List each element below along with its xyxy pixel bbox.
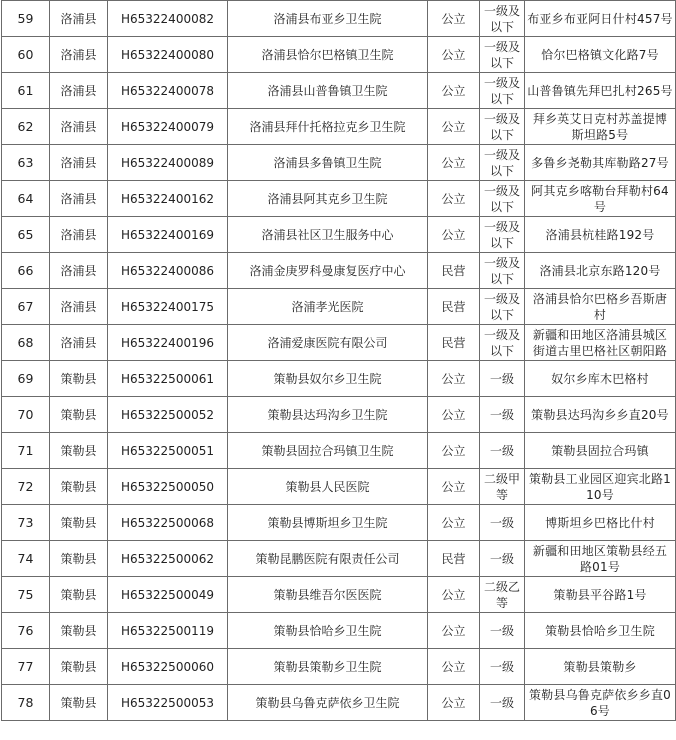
- institution-code-cell: H65322500119: [108, 613, 228, 649]
- institution-code-cell: H65322500052: [108, 397, 228, 433]
- address-cell: 策勒县固拉合玛镇: [525, 433, 676, 469]
- address-cell: 博斯坦乡巴格比什村: [525, 505, 676, 541]
- hospital-level-cell: 一级及以下: [480, 289, 525, 325]
- institution-name-cell: 洛浦爱康医院有限公司: [228, 325, 428, 361]
- row-number-cell: 74: [2, 541, 50, 577]
- row-number-cell: 75: [2, 577, 50, 613]
- table-row: [2, 541, 676, 577]
- table-row: [2, 613, 676, 649]
- address-cell: 恰尔巴格镇文化路7号: [525, 37, 676, 73]
- ownership-type-cell: 公立: [428, 613, 480, 649]
- hospital-level-cell: 一级及以下: [480, 73, 525, 109]
- institution-name-cell: 洛浦县多鲁镇卫生院: [228, 145, 428, 181]
- county-cell: 策勒县: [50, 685, 108, 721]
- county-cell: 洛浦县: [50, 325, 108, 361]
- ownership-type-cell: 公立: [428, 361, 480, 397]
- row-number-cell: 68: [2, 325, 50, 361]
- table-row: [2, 217, 676, 253]
- table-body: [2, 1, 676, 721]
- institution-name-cell: 策勒县达玛沟乡卫生院: [228, 397, 428, 433]
- address-cell: 策勒县策勒乡: [525, 649, 676, 685]
- row-number-cell: 73: [2, 505, 50, 541]
- row-number-cell: 66: [2, 253, 50, 289]
- table-row: [2, 145, 676, 181]
- hospital-level-cell: 一级: [480, 541, 525, 577]
- institution-code-cell: H65322500053: [108, 685, 228, 721]
- ownership-type-cell: 民营: [428, 289, 480, 325]
- ownership-type-cell: 民营: [428, 541, 480, 577]
- county-cell: 策勒县: [50, 577, 108, 613]
- table-row: [2, 181, 676, 217]
- table-row: [2, 397, 676, 433]
- table-row: [2, 109, 676, 145]
- county-cell: 策勒县: [50, 433, 108, 469]
- county-cell: 策勒县: [50, 469, 108, 505]
- ownership-type-cell: 公立: [428, 217, 480, 253]
- address-cell: 策勒县达玛沟乡乡直20号: [525, 397, 676, 433]
- hospital-level-cell: 一级及以下: [480, 1, 525, 37]
- hospital-level-cell: 二级甲等: [480, 469, 525, 505]
- county-cell: 策勒县: [50, 361, 108, 397]
- hospital-level-cell: 一级及以下: [480, 253, 525, 289]
- address-cell: 新疆和田地区洛浦县城区街道古里巴格社区朝阳路: [525, 325, 676, 361]
- address-cell: 策勒县恰哈乡卫生院: [525, 613, 676, 649]
- table-row: [2, 433, 676, 469]
- address-cell: 策勒县平谷路1号: [525, 577, 676, 613]
- hospital-level-cell: 一级: [480, 685, 525, 721]
- county-cell: 策勒县: [50, 613, 108, 649]
- ownership-type-cell: 公立: [428, 505, 480, 541]
- institution-code-cell: H65322500049: [108, 577, 228, 613]
- table-row: [2, 289, 676, 325]
- row-number-cell: 78: [2, 685, 50, 721]
- hospital-level-cell: 一级及以下: [480, 109, 525, 145]
- institution-code-cell: H65322500068: [108, 505, 228, 541]
- county-cell: 洛浦县: [50, 253, 108, 289]
- ownership-type-cell: 公立: [428, 181, 480, 217]
- county-cell: 洛浦县: [50, 181, 108, 217]
- row-number-cell: 59: [2, 1, 50, 37]
- institution-name-cell: 洛浦金庚罗科曼康复医疗中心: [228, 253, 428, 289]
- row-number-cell: 77: [2, 649, 50, 685]
- institution-name-cell: 洛浦县阿其克乡卫生院: [228, 181, 428, 217]
- institution-code-cell: H65322400162: [108, 181, 228, 217]
- institution-code-cell: H65322400086: [108, 253, 228, 289]
- row-number-cell: 70: [2, 397, 50, 433]
- ownership-type-cell: 公立: [428, 649, 480, 685]
- address-cell: 布亚乡布亚阿日什村457号: [525, 1, 676, 37]
- institution-code-cell: H65322400169: [108, 217, 228, 253]
- table-row: [2, 1, 676, 37]
- table-row: [2, 361, 676, 397]
- hospital-level-cell: 一级: [480, 505, 525, 541]
- hospital-level-cell: 二级乙等: [480, 577, 525, 613]
- county-cell: 洛浦县: [50, 289, 108, 325]
- institution-name-cell: 洛浦县社区卫生服务中心: [228, 217, 428, 253]
- table-row: [2, 325, 676, 361]
- institution-code-cell: H65322400196: [108, 325, 228, 361]
- institution-name-cell: 策勒县维吾尔医医院: [228, 577, 428, 613]
- institution-code-cell: H65322400082: [108, 1, 228, 37]
- ownership-type-cell: 公立: [428, 37, 480, 73]
- address-cell: 洛浦县北京东路120号: [525, 253, 676, 289]
- institution-code-cell: H65322400079: [108, 109, 228, 145]
- hospital-level-cell: 一级及以下: [480, 37, 525, 73]
- hospital-level-cell: 一级: [480, 397, 525, 433]
- institution-code-cell: H65322500051: [108, 433, 228, 469]
- hospital-level-cell: 一级: [480, 613, 525, 649]
- county-cell: 策勒县: [50, 649, 108, 685]
- county-cell: 洛浦县: [50, 73, 108, 109]
- hospital-level-cell: 一级: [480, 433, 525, 469]
- table-row: [2, 37, 676, 73]
- address-cell: 阿其克乡喀勒台拜勒村64号: [525, 181, 676, 217]
- ownership-type-cell: 公立: [428, 577, 480, 613]
- institution-name-cell: 策勒县人民医院: [228, 469, 428, 505]
- table-row: [2, 73, 676, 109]
- address-cell: 拜乡英艾日克村苏盖提博斯坦路5号: [525, 109, 676, 145]
- row-number-cell: 71: [2, 433, 50, 469]
- ownership-type-cell: 公立: [428, 73, 480, 109]
- institution-code-cell: H65322500061: [108, 361, 228, 397]
- hospital-level-cell: 一级: [480, 649, 525, 685]
- row-number-cell: 64: [2, 181, 50, 217]
- county-cell: 策勒县: [50, 397, 108, 433]
- address-cell: 多鲁乡尧勒其库勒路27号: [525, 145, 676, 181]
- address-cell: 山普鲁镇先拜巴扎村265号: [525, 73, 676, 109]
- ownership-type-cell: 公立: [428, 109, 480, 145]
- institution-name-cell: 洛浦县布亚乡卫生院: [228, 1, 428, 37]
- row-number-cell: 69: [2, 361, 50, 397]
- row-number-cell: 65: [2, 217, 50, 253]
- institution-code-cell: H65322500062: [108, 541, 228, 577]
- address-cell: 奴尔乡库木巴格村: [525, 361, 676, 397]
- county-cell: 洛浦县: [50, 109, 108, 145]
- county-cell: 策勒县: [50, 505, 108, 541]
- row-number-cell: 61: [2, 73, 50, 109]
- institution-code-cell: H65322400175: [108, 289, 228, 325]
- row-number-cell: 60: [2, 37, 50, 73]
- institution-name-cell: 策勒县奴尔乡卫生院: [228, 361, 428, 397]
- institution-name-cell: 洛浦县山普鲁镇卫生院: [228, 73, 428, 109]
- table-row: [2, 469, 676, 505]
- ownership-type-cell: 公立: [428, 1, 480, 37]
- address-cell: 新疆和田地区策勒县经五路01号: [525, 541, 676, 577]
- table-row: [2, 685, 676, 721]
- table-row: [2, 253, 676, 289]
- address-cell: 策勒县工业园区迎宾北路110号: [525, 469, 676, 505]
- hospital-level-cell: 一级及以下: [480, 181, 525, 217]
- row-number-cell: 62: [2, 109, 50, 145]
- county-cell: 洛浦县: [50, 145, 108, 181]
- institution-name-cell: 策勒昆鹏医院有限责任公司: [228, 541, 428, 577]
- ownership-type-cell: 民营: [428, 325, 480, 361]
- table-row: [2, 505, 676, 541]
- ownership-type-cell: 公立: [428, 469, 480, 505]
- hospital-level-cell: 一级及以下: [480, 325, 525, 361]
- ownership-type-cell: 公立: [428, 685, 480, 721]
- hospital-level-cell: 一级及以下: [480, 217, 525, 253]
- institution-name-cell: 洛浦县拜什托格拉克乡卫生院: [228, 109, 428, 145]
- county-cell: 洛浦县: [50, 1, 108, 37]
- institution-code-cell: H65322400078: [108, 73, 228, 109]
- row-number-cell: 72: [2, 469, 50, 505]
- institution-code-cell: H65322400089: [108, 145, 228, 181]
- ownership-type-cell: 公立: [428, 145, 480, 181]
- row-number-cell: 63: [2, 145, 50, 181]
- table-row: [2, 649, 676, 685]
- address-cell: 洛浦县恰尔巴格乡吾斯唐村: [525, 289, 676, 325]
- institution-name-cell: 洛浦孝光医院: [228, 289, 428, 325]
- hospital-table: [1, 0, 676, 721]
- institution-name-cell: 洛浦县恰尔巴格镇卫生院: [228, 37, 428, 73]
- county-cell: 策勒县: [50, 541, 108, 577]
- county-cell: 洛浦县: [50, 37, 108, 73]
- hospital-level-cell: 一级: [480, 361, 525, 397]
- row-number-cell: 76: [2, 613, 50, 649]
- institution-name-cell: 策勒县策勒乡卫生院: [228, 649, 428, 685]
- address-cell: 策勒县乌鲁克萨依乡乡直06号: [525, 685, 676, 721]
- ownership-type-cell: 公立: [428, 433, 480, 469]
- institution-name-cell: 策勒县乌鲁克萨依乡卫生院: [228, 685, 428, 721]
- institution-code-cell: H65322500060: [108, 649, 228, 685]
- institution-code-cell: H65322500050: [108, 469, 228, 505]
- ownership-type-cell: 民营: [428, 253, 480, 289]
- address-cell: 洛浦县杭桂路192号: [525, 217, 676, 253]
- row-number-cell: 67: [2, 289, 50, 325]
- ownership-type-cell: 公立: [428, 397, 480, 433]
- institution-name-cell: 策勒县博斯坦乡卫生院: [228, 505, 428, 541]
- institution-name-cell: 策勒县固拉合玛镇卫生院: [228, 433, 428, 469]
- hospital-level-cell: 一级及以下: [480, 145, 525, 181]
- table-row: [2, 577, 676, 613]
- institution-code-cell: H65322400080: [108, 37, 228, 73]
- institution-name-cell: 策勒县恰哈乡卫生院: [228, 613, 428, 649]
- county-cell: 洛浦县: [50, 217, 108, 253]
